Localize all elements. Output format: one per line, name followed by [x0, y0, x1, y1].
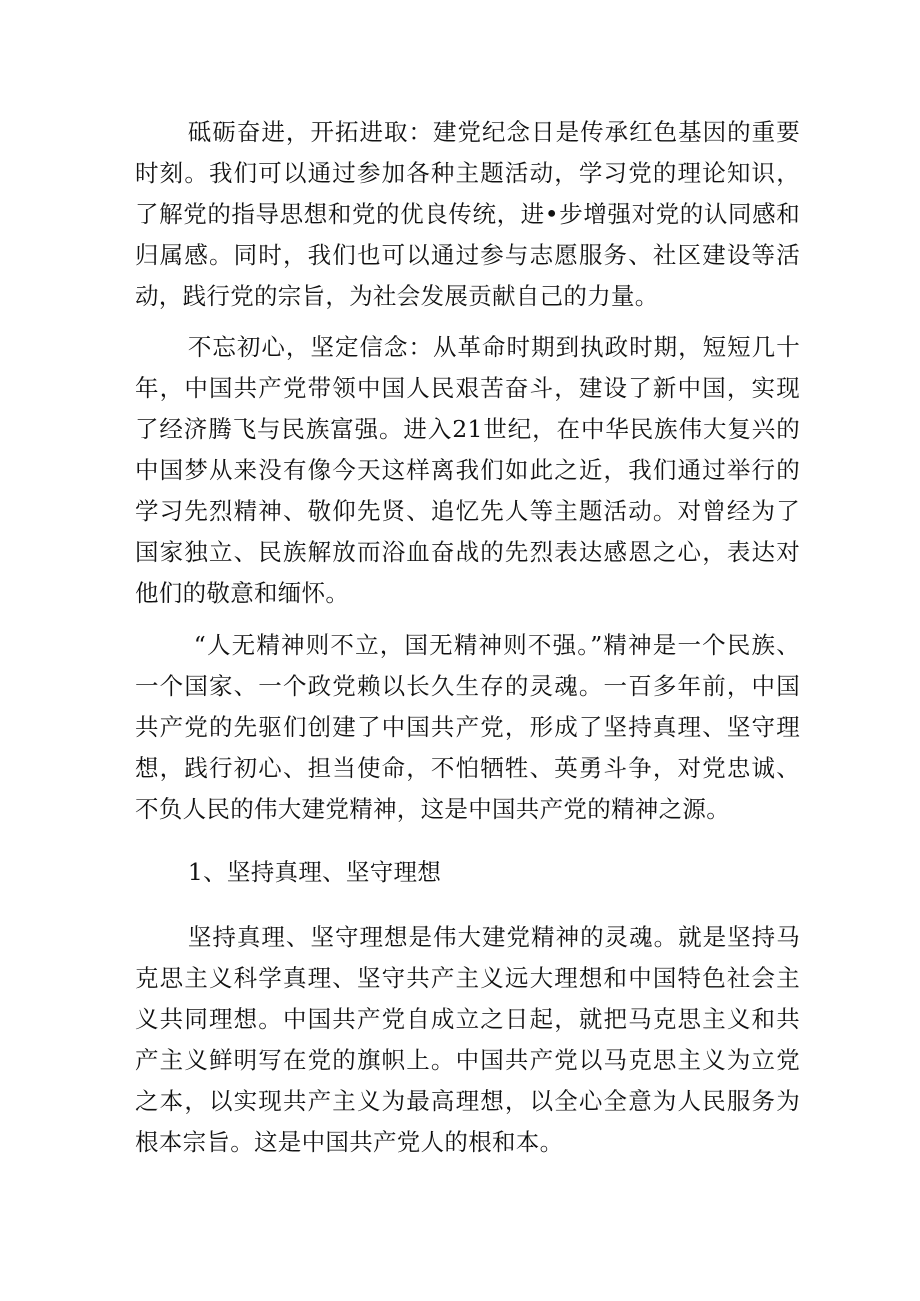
paragraph-forge-ahead: 砥砺奋进，开拓进取：建党纪念日是传承红色基因的重要时刻。我们可以通过参加各种主题活动，学习党的理论知识，了解党的指导思想和党的优良传统，进•步增强对党的认同感和归属感。同时，我们也可以通过参与志愿服务、社区建设等活动，践行党的宗旨，为社会发展贡献自己的力量。 — [135, 118, 800, 310]
section-heading-truth-ideals: 1、坚持真理、坚守理想 — [187, 858, 442, 886]
paragraph-truth-ideals-body: 坚持真理、坚守理想是伟大建党精神的灵魂。就是坚持马克思主义科学真理、坚守共产主义远大理想和中国特色社会主义共同理想。中国共产党自成立之日起，就把马克思主义和共产主义鲜明写在党的旗帜上。中国共产党以马克思主义为立党之本，以实现共产主义为最高理想，以全心全意为人民服务为根本宗旨。这是中国共产党人的根和本。 — [135, 923, 800, 1156]
paragraph-original-aspiration: 不忘初心，坚定信念：从革命时期到执政时期，短短几十年，中国共产党带领中国人民艰苦奋斗，建设了新中国，实现了经济腾飞与民族富强。进入21世纪，在中华民族伟大复兴的中国梦从来没有像今天这样离我们如此之近，我们通过举行的学习先烈精神、敬仰先贤、追忆先人等主题活动。对曾经为了国家独立、民族解放而浴血奋战的先烈表达感恩之心，表达对他们的敬意和缅怀。 — [135, 333, 800, 607]
paragraph-spirit-quote: “人无精神则不立，国无精神则不强。”精神是一个民族、一个国家、一个政党赖以长久生存的灵魂。一百多年前，中国共产党的先驱们创建了中国共产党，形成了坚持真理、坚守理想，践行初心、担当使命，不怕牺牲、英勇斗争，对党忠诚、不负人民的伟大建党精神，这是中国共产党的精神之源。 — [135, 631, 800, 823]
